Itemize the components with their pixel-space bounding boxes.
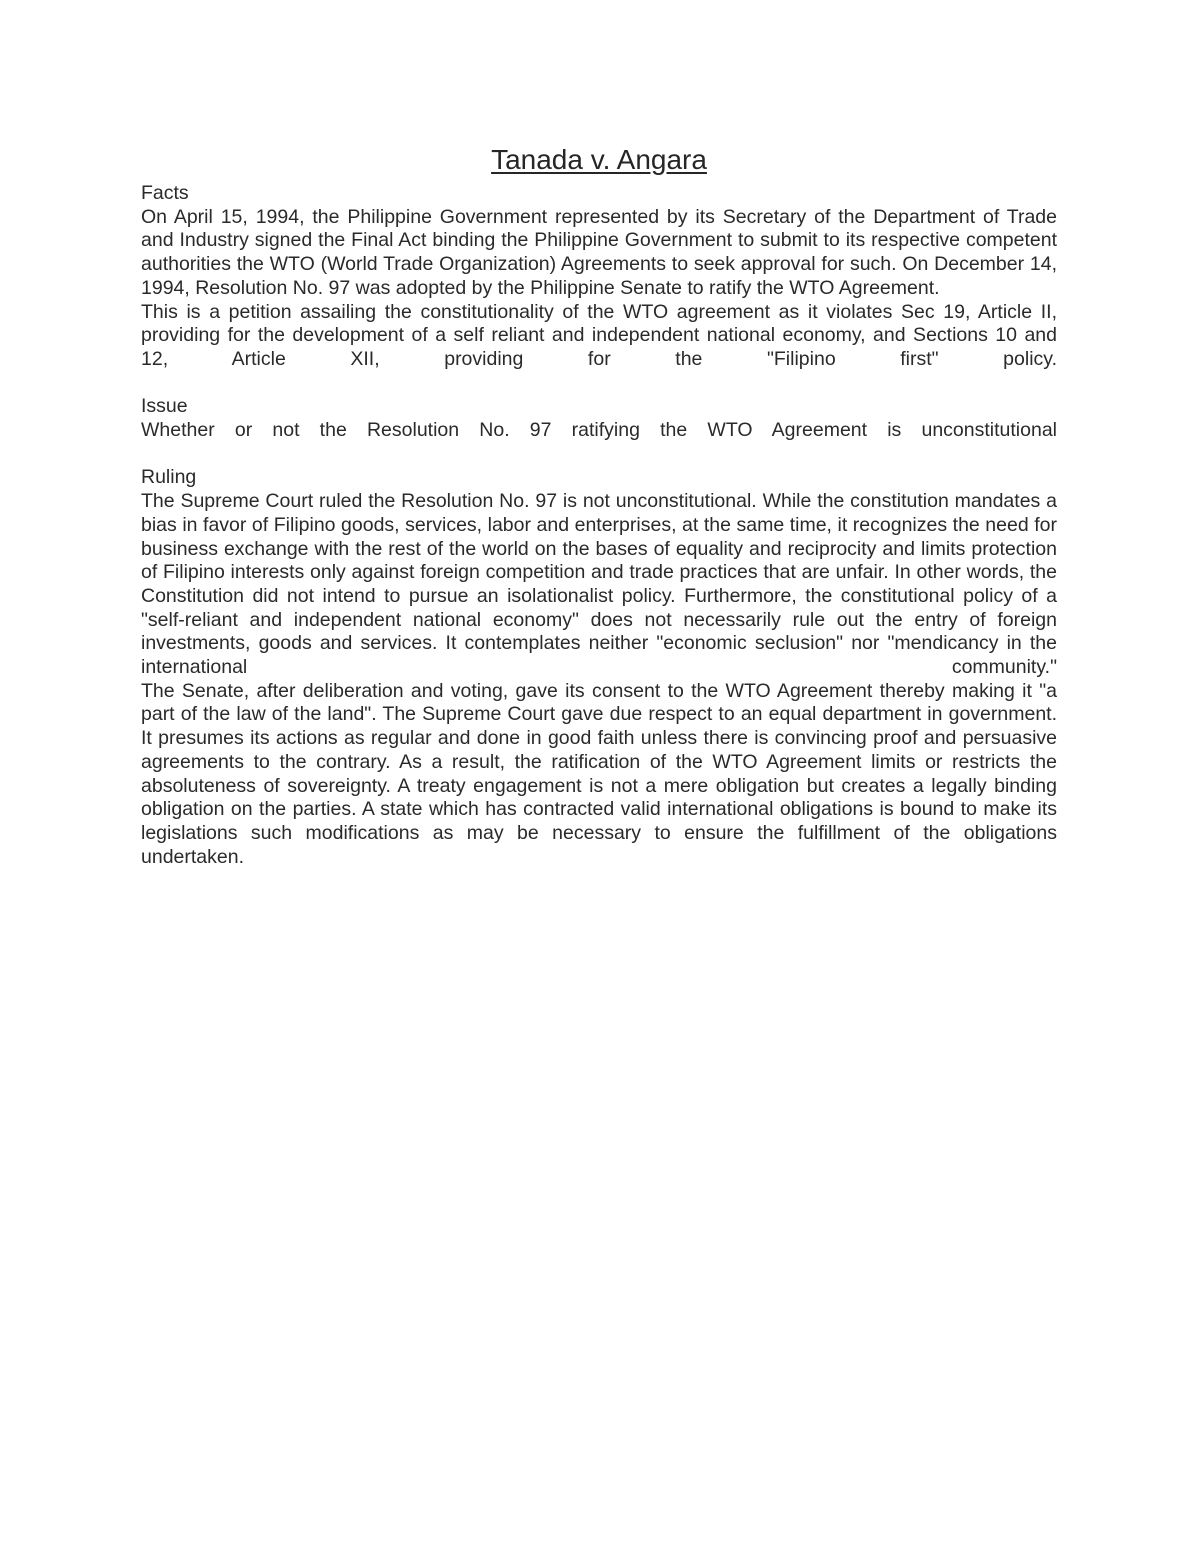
ruling-heading: Ruling [141, 466, 197, 489]
section-spacer [141, 372, 1057, 396]
issue-heading: Issue [141, 395, 188, 418]
ruling-paragraph-1: The Supreme Court ruled the Resolution No. 97 is not unconstitutional. While the constitution mandates a bias in favor of Filipino goods, services, labor and enterprises, at the same time, it recognizes the need for business exchange with the rest of the world on the bases of equality and reciprocity and limits protection of Filipino interests only against foreign competition and trade practices that are unfair. In other words, the Constitution did not intend to pursue an isolationalist policy. Furthermore, the constitutional policy of a "self-reliant and independent national economy" does not necessarily rule out the entry of foreign investments, goods and services. It contemplates neither "economic seclusion" nor "mendicancy in the international community." [141, 490, 1057, 679]
facts-paragraph-1: On April 15, 1994, the Philippine Government represented by its Secretary of the Department of Trade and Industry signed the Final Act binding the Philippine Government to submit to its respective competent authorities the WTO (World Trade Organization) Agreements to seek approval for such. On December 14, 1994, Resolution No. 97 was adopted by the Philippine Senate to ratify the WTO Agreement. [141, 205, 1057, 299]
document-title: Tanada v. Angara [491, 144, 707, 175]
ruling-section [141, 466, 1057, 869]
section-spacer [141, 443, 1057, 467]
issue-text: Whether or not the Resolution No. 97 ratifying the WTO Agreement is unconstitutional [141, 419, 1057, 442]
ruling-paragraph-2: The Senate, after deliberation and voting, gave its consent to the WTO Agreement thereby making it "a part of the law of the land". The Supreme Court gave due respect to an equal department in government. It presumes its actions as regular and done in good faith unless there is convincing proof and persuasive agreements to the contrary. As a result, the ratification of the WTO Agreement limits or restricts the absoluteness of sovereignty. A treaty engagement is not a mere obligation but creates a legally binding obligation on the parties. A state which has contracted valid international obligations is bound to make its legislations such modifications as may be necessary to ensure the fulfillment of the obligations undertaken. [141, 679, 1057, 868]
facts-section [141, 182, 1057, 372]
facts-paragraph-2: This is a petition assailing the constitutionality of the WTO agreement as it violates Sec 19, Article II, providing for the development of a self reliant and independent national economy, and Sections 10 and 12, Article XII, providing for the "Filipino first" policy. [141, 300, 1057, 370]
document-page [141, 142, 1057, 869]
issue-section [141, 395, 1057, 442]
facts-heading: Facts [141, 182, 189, 204]
